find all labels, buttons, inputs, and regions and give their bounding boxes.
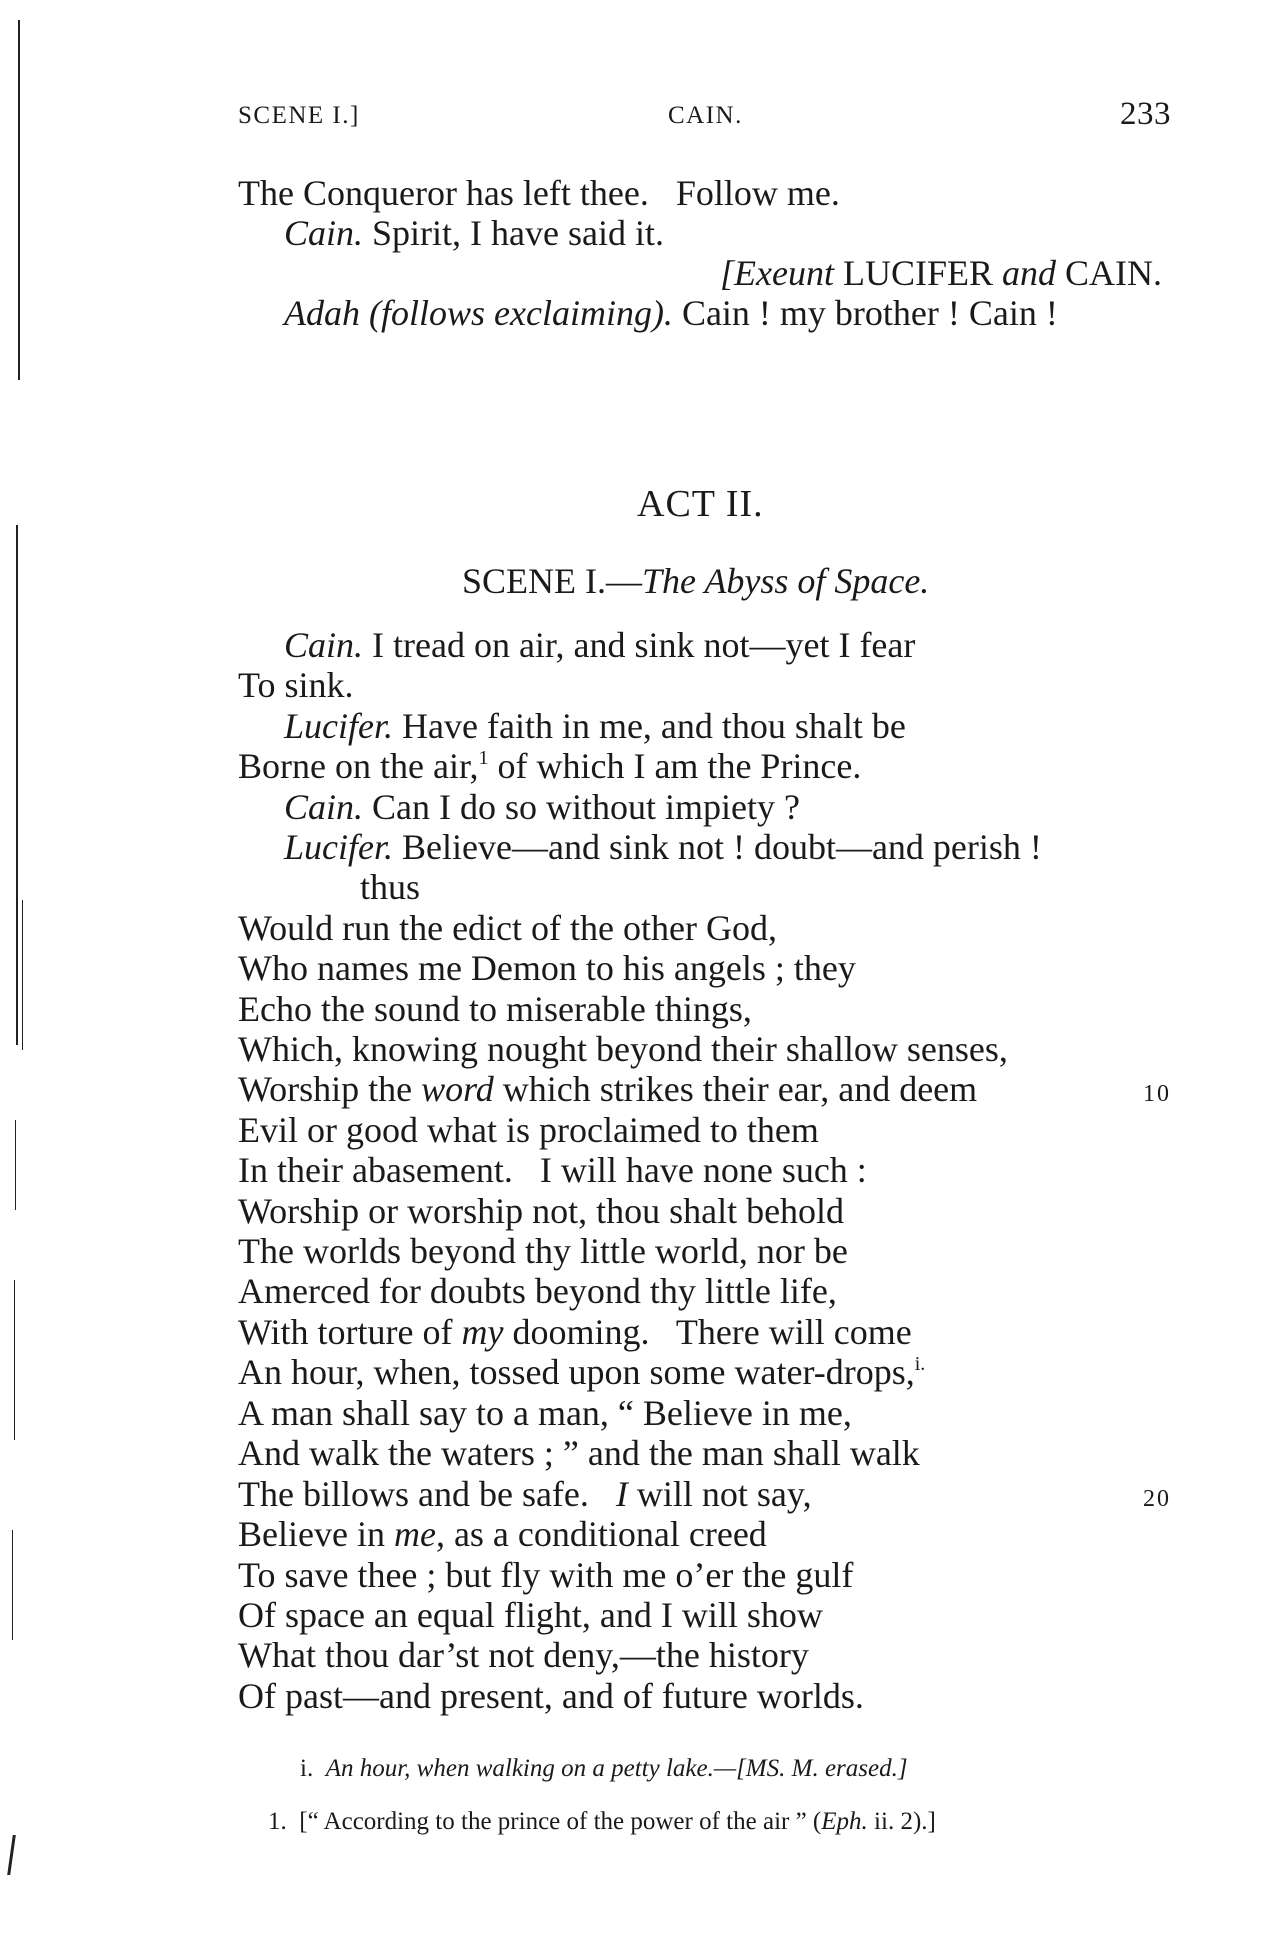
verse-line: [238, 1193, 844, 1229]
verse-text: Would run the edict of the other God,: [238, 908, 777, 948]
verse-text: To sink.: [238, 665, 354, 705]
speaker-name: Lucifer.: [284, 706, 394, 746]
stage-direction-exeunt: [Exeunt: [720, 253, 834, 293]
verse-line: [238, 1557, 853, 1593]
verse-line: [284, 295, 1058, 331]
verse-text: Have faith in me, and thou shalt be: [393, 706, 906, 746]
speaker-name: Cain.: [284, 787, 364, 827]
verse-line: [238, 1273, 837, 1309]
scan-edge-mark: [15, 1120, 16, 1210]
scan-edge-mark: [18, 20, 20, 380]
verse-line: [238, 1233, 848, 1269]
verse-line: [238, 991, 752, 1027]
verse-text: And walk the waters ; ” and the man shall walk: [238, 1433, 920, 1473]
verse-line: [238, 1597, 823, 1633]
verse-line: [284, 708, 906, 744]
verse-line: [238, 1354, 925, 1390]
verse-text: Believe—and sink not ! doubt—and perish !: [393, 827, 1042, 867]
running-header-title: CAIN.: [668, 102, 743, 129]
verse-text: which strikes their ear, and deem: [493, 1069, 978, 1109]
page-number: 233: [1120, 96, 1171, 132]
verse-text: Which, knowing nought beyond their shallow senses,: [238, 1029, 1008, 1069]
verse-line: [238, 1435, 920, 1471]
verse-line: [238, 950, 856, 986]
running-header-scene: SCENE I.]: [238, 102, 360, 129]
verse-text: Worship the: [238, 1069, 422, 1109]
line-number-10: 10: [1143, 1081, 1171, 1107]
verse-text: dooming. There will come: [503, 1312, 912, 1352]
scene-label: SCENE I.: [462, 561, 606, 601]
verse-emphasis: my: [461, 1312, 504, 1352]
verse-line: [284, 789, 800, 825]
verse-text: of which I am the Prince.: [488, 746, 862, 786]
speaker-name: Cain.: [284, 625, 364, 665]
verse-text: , as a conditional creed: [435, 1514, 767, 1554]
scene-heading: [462, 560, 929, 602]
verse-line: [284, 215, 664, 251]
verse-line: [238, 1031, 1008, 1067]
verse-line: [238, 175, 840, 211]
verse-text: A man shall say to a man, “ Believe in me,: [238, 1393, 852, 1433]
verse-line: [238, 910, 777, 946]
scan-edge-mark: [22, 900, 23, 1050]
variant-ref[interactable]: i.: [914, 1353, 926, 1375]
verse-text: Spirit, I have said it.: [363, 213, 664, 253]
verse-text: I tread on air, and sink not—yet I fear: [363, 625, 916, 665]
verse-line: [238, 1395, 852, 1431]
verse-line: [284, 627, 915, 663]
verse-text: With torture of: [238, 1312, 462, 1352]
speaker-name: Lucifer.: [284, 827, 394, 867]
verse-line: [238, 1112, 819, 1148]
verse-text: An hour, when, tossed upon some water-drops,: [238, 1352, 915, 1392]
verse-text: will not say,: [627, 1474, 812, 1514]
footnote-reference: Eph.: [821, 1808, 868, 1835]
act-title: ACT II.: [637, 483, 764, 525]
verse-line: [238, 1637, 809, 1673]
footnote-marker: 1.: [268, 1808, 287, 1835]
stage-direction-names: LUCIFER: [833, 253, 1002, 293]
verse-text: Worship or worship not, thou shalt behold: [238, 1191, 845, 1231]
verse-line: [284, 829, 1042, 865]
verse-emphasis: me: [393, 1514, 436, 1554]
verse-text: In their abasement. I will have none such :: [238, 1150, 867, 1190]
stage-direction: [720, 255, 1162, 291]
verse-line: [360, 869, 420, 905]
verse-line: [238, 748, 861, 784]
variant-marker: i.: [300, 1755, 314, 1782]
verse-text: Who names me Demon to his angels ; they: [238, 948, 856, 988]
verse-text: Of space an equal flight, and I will show: [238, 1595, 823, 1635]
verse-text: The worlds beyond thy little world, nor be: [238, 1231, 848, 1271]
verse-text: thus: [360, 867, 421, 907]
scan-edge-mark: [14, 1280, 15, 1440]
verse-text: The billows and be safe.: [238, 1474, 616, 1514]
scan-edge-mark: [7, 1835, 16, 1875]
variant-source: —[MS. M. erased.]: [713, 1755, 908, 1782]
verse-text: Amerced for doubts beyond thy little life,: [238, 1271, 837, 1311]
verse-text: Evil or good what is proclaimed to them: [238, 1110, 819, 1150]
footnote-ref[interactable]: 1: [478, 747, 489, 769]
verse-text: Borne on the air,: [238, 746, 479, 786]
verse-emphasis: I: [615, 1474, 628, 1514]
footnote-text: [“ According to the prince of the power of the air ” (: [299, 1808, 822, 1835]
verse-line: [238, 1152, 867, 1188]
footnote-text: ii. 2).]: [867, 1808, 936, 1835]
verse-text: The Conqueror has left thee. Follow me.: [238, 173, 840, 213]
verse-text: Of past—and present, and of future worlds.: [238, 1676, 864, 1716]
verse-line: [238, 667, 354, 703]
verse-line: [238, 1314, 912, 1350]
verse-text: Echo the sound to miserable things,: [238, 989, 752, 1029]
verse-text: Can I do so without impiety ?: [363, 787, 800, 827]
verse-text: To save thee ; but fly with me o’er the gulf: [238, 1555, 854, 1595]
stage-direction-and: and: [1001, 253, 1056, 293]
verse-line: [238, 1476, 812, 1512]
variant-footnote: [300, 1755, 908, 1783]
verse-line: [238, 1678, 864, 1714]
scene-place: The Abyss of Space.: [642, 561, 930, 601]
scan-edge-mark: [16, 525, 18, 1045]
verse-text: What thou dar’st not deny,—the history: [238, 1635, 809, 1675]
speaker-name: Adah (follows exclaiming).: [284, 293, 673, 333]
verse-line: [238, 1516, 767, 1552]
variant-text: An hour, when walking on a petty lake.: [325, 1755, 714, 1782]
verse-emphasis: word: [421, 1069, 494, 1109]
verse-line: [238, 1071, 977, 1107]
scan-edge-mark: [12, 1530, 13, 1640]
verse-text: Believe in: [238, 1514, 394, 1554]
footnote: [268, 1808, 936, 1836]
speaker-name: Cain.: [284, 213, 364, 253]
stage-direction-cain: CAIN.: [1055, 253, 1162, 293]
line-number-20: 20: [1143, 1486, 1171, 1512]
scene-separator: —: [606, 561, 642, 601]
verse-text: Cain ! my brother ! Cain !: [672, 293, 1058, 333]
